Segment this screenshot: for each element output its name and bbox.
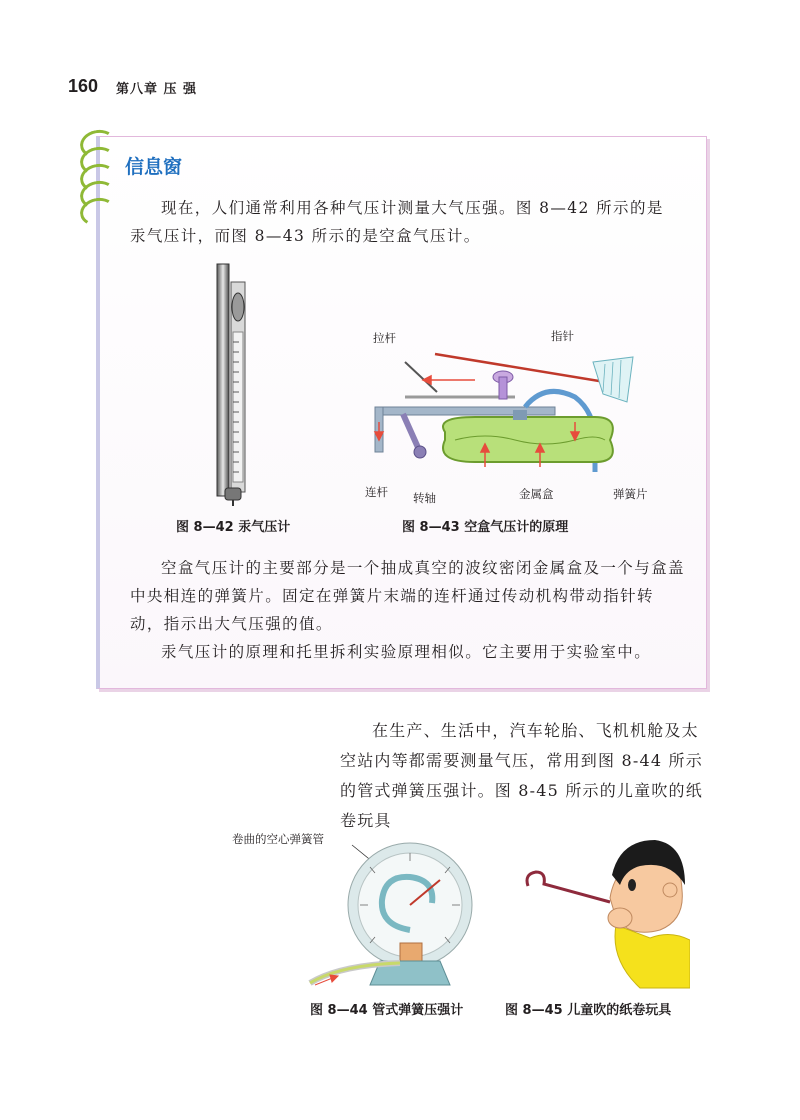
label-bourdon-tube: 卷曲的空心弹簧管 — [232, 832, 324, 846]
info-intro-paragraph: 现在，人们通常利用各种气压计测量大气压强。图 8—42 所示的是汞气压计，而图 8—43 所示的是空盒气压计。 — [130, 199, 664, 245]
label-connecting-rod: 连杆 — [365, 485, 388, 499]
main-paragraph: 在生产、生活中，汽车轮胎、飞机机舱及太空站内等都需要测量气压，常用到图 8-44 所示的管式弹簧压强计。图 8-45 所示的儿童吹的纸卷玩具 — [340, 721, 703, 830]
label-pointer: 指针 — [551, 329, 574, 343]
info-body-paragraph-2: 汞气压计的原理和托里拆利实验原理相似。它主要用于实验室中。 — [161, 643, 652, 661]
bourdon-gauge-figure — [300, 835, 485, 990]
label-pivot: 转轴 — [413, 491, 436, 505]
info-window-title: 信息窗 — [125, 156, 183, 178]
page-number: 160 — [68, 76, 99, 96]
aneroid-barometer-figure — [365, 322, 665, 512]
figure-8-42-caption: 图 8—42 汞气压计 — [176, 520, 291, 535]
figure-8-44-caption: 图 8—44 管式弹簧压强计 — [310, 1003, 464, 1018]
info-body-text — [130, 554, 685, 666]
child-blowing-toy-figure — [520, 830, 690, 990]
figure-8-43-caption: 图 8—43 空盒气压计的原理 — [402, 520, 569, 535]
chapter-title: 第八章 压 强 — [116, 82, 198, 97]
label-pull-rod: 拉杆 — [373, 331, 396, 345]
figure-8-45-caption: 图 8—45 儿童吹的纸卷玩具 — [505, 1003, 672, 1018]
mercury-barometer-figure — [195, 262, 275, 507]
info-body-paragraph-1: 空盒气压计的主要部分是一个抽成真空的波纹密闭金属盒及一个与盒盖中央相连的弹簧片。固定在弹簧片末端的连杆通过传动机构带动指针转动，指示出大气压强的值。 — [130, 559, 685, 633]
label-spring: 弹簧片 — [613, 487, 648, 501]
label-metal-box: 金属盒 — [519, 487, 554, 501]
